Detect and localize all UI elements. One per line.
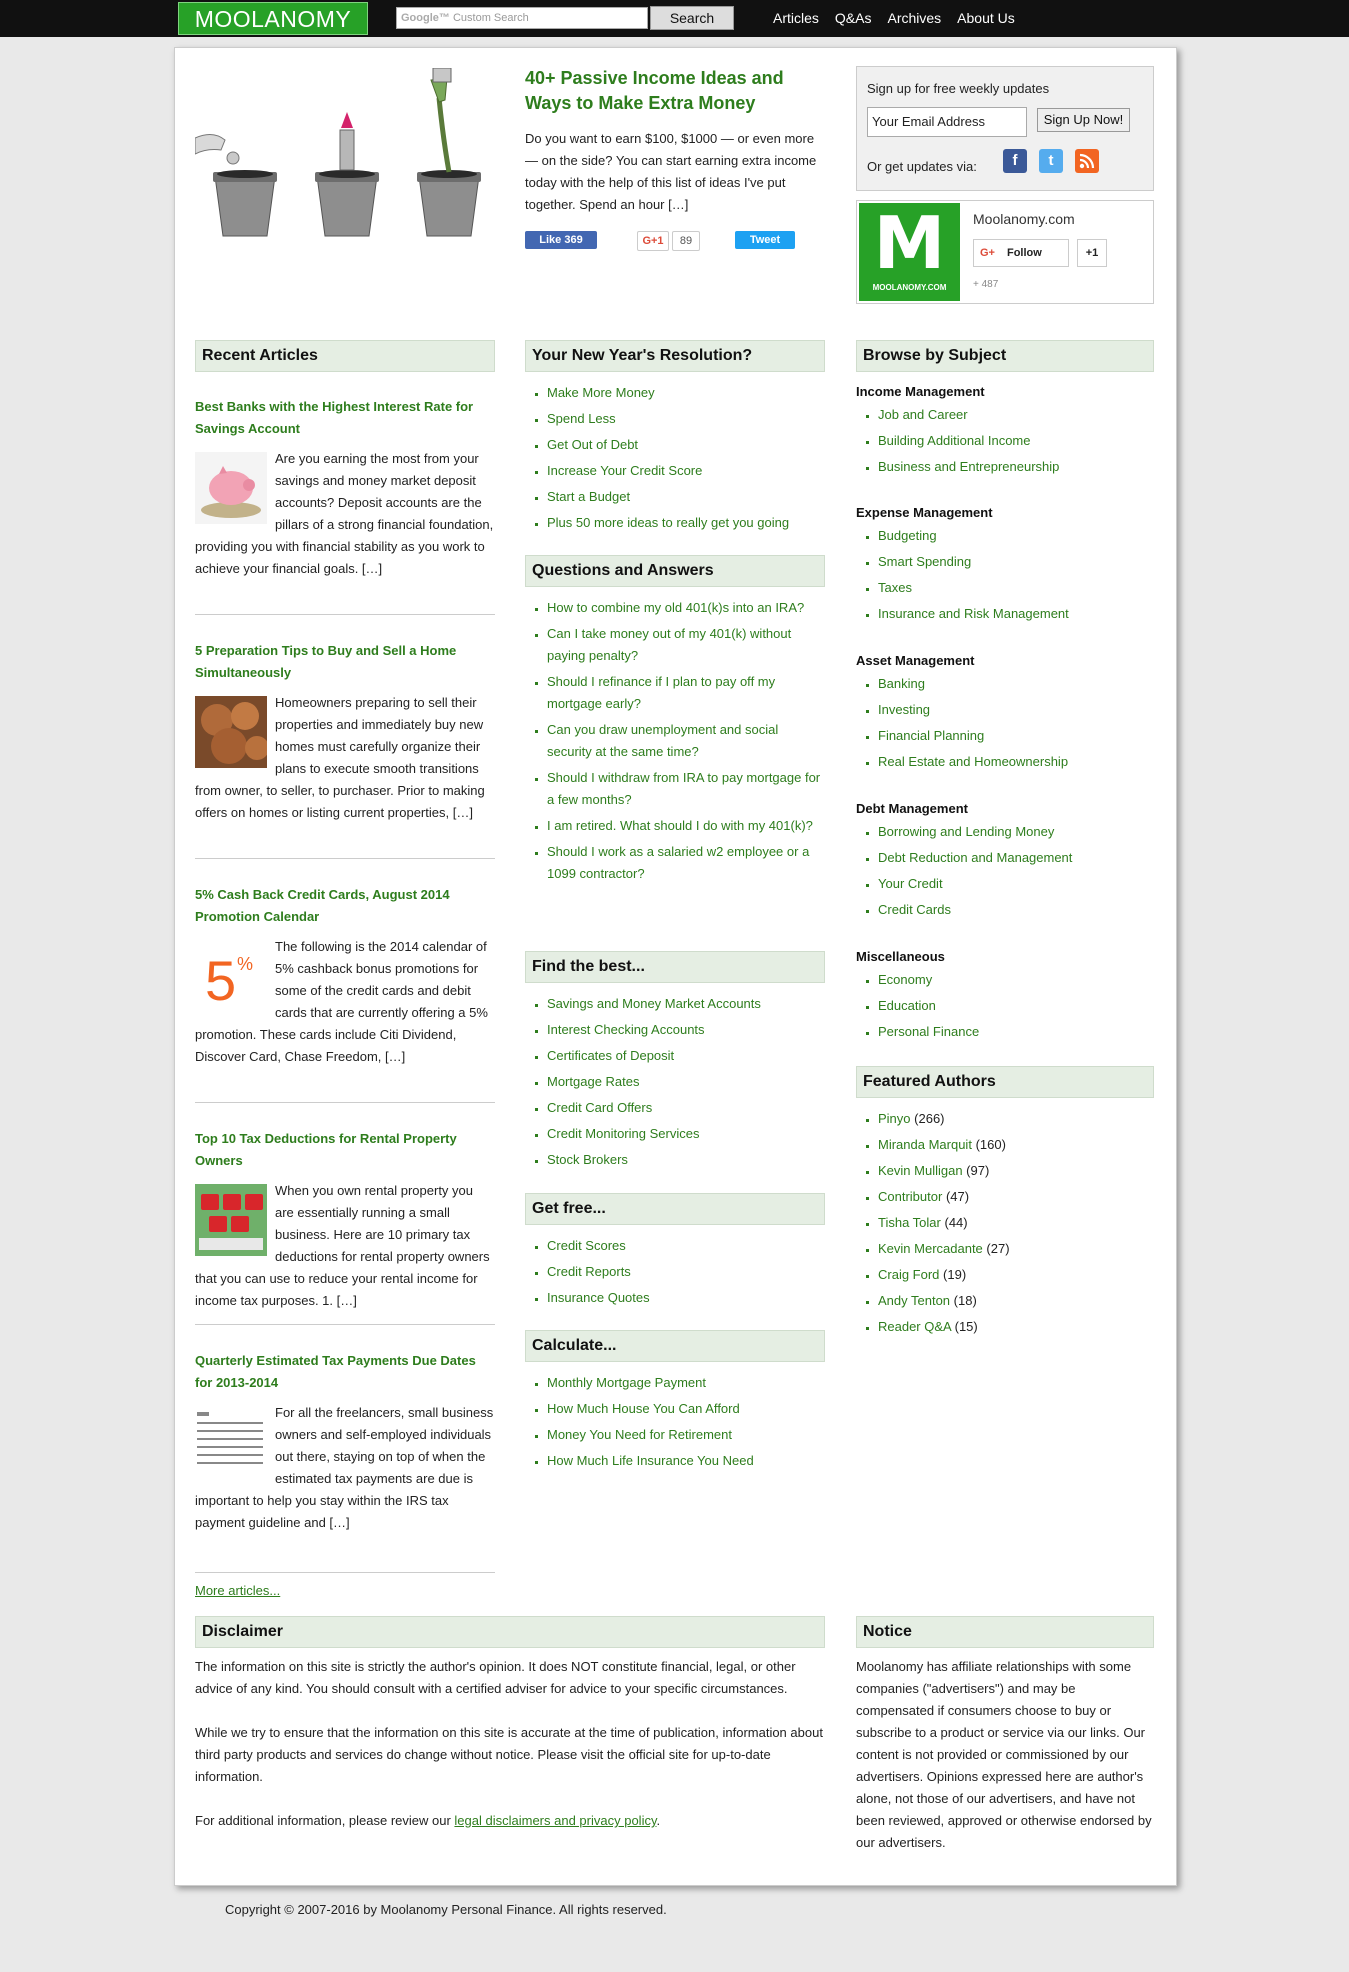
find-best-list xyxy=(525,993,825,1175)
list-item[interactable]: ▪ Get Out of Debt xyxy=(547,434,825,456)
more-articles-link[interactable]: More articles... xyxy=(195,1583,281,1598)
list-item[interactable]: ▪ Reader Q&A (15) xyxy=(878,1316,1154,1338)
list-item[interactable]: ▪ Personal Finance xyxy=(878,1021,1154,1043)
top-nav xyxy=(765,0,1023,37)
list-item[interactable]: ▪ Kevin Mercadante (27) xyxy=(878,1238,1154,1260)
list-item[interactable]: ▪ Kevin Mulligan (97) xyxy=(878,1160,1154,1182)
widget-site-name[interactable]: Moolanomy.com xyxy=(973,211,1075,227)
article-excerpt: For all the freelancers, small business owners and self-employed individuals out there, staying on top of when the estimated tax payments are due is important to help you stay within the IRS tax payment guideline and […] xyxy=(195,1405,494,1530)
article-title[interactable]: 5 Preparation Tips to Buy and Sell a Home Simultaneously xyxy=(195,643,457,680)
list-item[interactable]: ▪ Mortgage Rates xyxy=(547,1071,825,1093)
notice-text: Moolanomy has affiliate relationships with some companies ("advertisers") and may be compensated if consumers choose to buy or subscribe to a product or service via our links. Our content is not provided or commissioned by our advertisers. Opinions expressed here are author's alone, not those of our advertisers, and have not been reviewed, approved or otherwise endorsed by our advertisers. xyxy=(856,1659,1152,1850)
rss-icon[interactable] xyxy=(1075,149,1099,173)
article-item xyxy=(195,640,495,824)
google-plus-widget xyxy=(856,200,1154,304)
list-item[interactable]: ▪ Make More Money xyxy=(547,382,825,404)
list-item[interactable]: ▪ Insurance and Risk Management xyxy=(878,603,1154,625)
pennies-thumbnail[interactable] xyxy=(195,696,267,768)
list-item[interactable]: ▪ Savings and Money Market Accounts xyxy=(547,993,825,1015)
divider xyxy=(195,614,495,615)
subject-list xyxy=(856,821,1154,925)
article-title[interactable]: 5% Cash Back Credit Cards, August 2014 Promotion Calendar xyxy=(195,887,450,924)
subject-group-title: Income Management xyxy=(856,384,985,399)
nav-about-us[interactable]: About Us xyxy=(957,10,1015,26)
calculate-header: Calculate... xyxy=(525,1330,825,1362)
list-item[interactable]: ▪ Smart Spending xyxy=(878,551,1154,573)
resolution-header: Your New Year's Resolution? xyxy=(525,340,825,372)
list-item[interactable]: ▪ Banking xyxy=(878,673,1154,695)
subject-group-title: Debt Management xyxy=(856,801,968,816)
twitter-icon[interactable]: t xyxy=(1039,149,1063,173)
list-item[interactable]: ▪ Money You Need for Retirement xyxy=(547,1424,825,1446)
list-item[interactable]: ▪ Job and Career xyxy=(878,404,1154,426)
nav-articles[interactable]: Articles xyxy=(773,10,819,26)
notice-header: Notice xyxy=(856,1616,1154,1648)
tax-form-thumbnail[interactable] xyxy=(195,1406,267,1478)
list-item[interactable]: ▪ Spend Less xyxy=(547,408,825,430)
list-item[interactable]: ▪ Business and Entrepreneurship xyxy=(878,456,1154,478)
featured-excerpt: Do you want to earn $100, $1000 — or even more — on the side? You can start earning extra income today with the help of this list of ideas I've put together. Spend an hour […] xyxy=(525,131,817,212)
list-item[interactable]: ▪ Miranda Marquit (160) xyxy=(878,1134,1154,1156)
get-free-header: Get free... xyxy=(525,1193,825,1225)
qa-header: Questions and Answers xyxy=(525,555,825,587)
list-item[interactable]: ▪ Plus 50 more ideas to really get you going xyxy=(547,512,825,534)
subject-list xyxy=(856,673,1154,777)
resolution-list xyxy=(525,382,825,538)
email-field[interactable]: Your Email Address xyxy=(867,107,1027,137)
subject-group-title: Expense Management xyxy=(856,505,993,520)
list-item[interactable]: ▪ Economy xyxy=(878,969,1154,991)
moolanomy-badge-logo[interactable]: M MOOLANOMY.COM xyxy=(859,203,960,301)
browse-subject-header: Browse by Subject xyxy=(856,340,1154,372)
list-item[interactable]: ▪ Can I take money out of my 401(k) without paying penalty? xyxy=(547,623,825,667)
list-item[interactable]: ▪ Your Credit xyxy=(878,873,1154,895)
list-item[interactable]: ▪ Contributor (47) xyxy=(878,1186,1154,1208)
google-plus-icon: G+ xyxy=(980,247,995,259)
list-item[interactable]: ▪ Education xyxy=(878,995,1154,1017)
updates-via-label: Or get updates via: xyxy=(867,159,977,174)
article-item xyxy=(195,1128,495,1312)
article-excerpt: Homeowners preparing to sell their properties and immediately buy new homes must carefully organize their plans to execute smooth transitions from owner, to seller, to purchaser. Prior to making offers on homes or listing current properties, […] xyxy=(195,695,485,820)
article-item xyxy=(195,884,495,1068)
list-item[interactable]: ▪ Should I work as a salaried w2 employee or a 1099 contractor? xyxy=(547,841,825,885)
list-item[interactable]: ▪ Stock Brokers xyxy=(547,1149,825,1171)
list-item[interactable]: ▪ Pinyo (266) xyxy=(878,1108,1154,1130)
recent-articles-header: Recent Articles xyxy=(195,340,495,372)
article-item xyxy=(195,1350,495,1534)
legal-disclaimers-link[interactable]: legal disclaimers and privacy policy xyxy=(454,1813,657,1828)
nav-archives[interactable]: Archives xyxy=(887,10,942,26)
subject-list xyxy=(856,969,1154,1047)
search-button[interactable]: Search xyxy=(650,6,734,30)
divider xyxy=(195,858,495,859)
list-item[interactable]: ▪ Credit Monitoring Services xyxy=(547,1123,825,1145)
plus-one-button[interactable]: +1 xyxy=(1077,239,1107,267)
svg-text:%: % xyxy=(237,954,254,974)
tweet-button[interactable]: Tweet xyxy=(735,231,795,249)
article-excerpt: Are you earning the most from your savings and money market deposit accounts? Deposit accounts are the pillars of a strong financial foundation, providing you with financial stability as you work to achieve your financial goals. […] xyxy=(195,451,494,576)
tax-keyboard-thumbnail[interactable] xyxy=(195,1184,267,1256)
featured-authors-header: Featured Authors xyxy=(856,1066,1154,1098)
list-item[interactable]: ▪ Building Additional Income xyxy=(878,430,1154,452)
google-brand: Google™ xyxy=(401,12,450,24)
piggy-bank-thumbnail[interactable] xyxy=(195,452,267,524)
site-logo[interactable]: MOOLANOMY xyxy=(178,2,368,35)
list-item[interactable]: ▪ Craig Ford (19) xyxy=(878,1264,1154,1286)
list-item[interactable]: ▪ Investing xyxy=(878,699,1154,721)
article-title[interactable]: Quarterly Estimated Tax Payments Due Dates for 2013-2014 xyxy=(195,1353,476,1390)
divider xyxy=(195,1572,495,1573)
list-item[interactable]: ▪ Start a Budget xyxy=(547,486,825,508)
list-item[interactable]: ▪ Financial Planning xyxy=(878,725,1154,747)
article-item xyxy=(195,396,495,580)
subject-group-title: Asset Management xyxy=(856,653,975,668)
facebook-icon[interactable]: f xyxy=(1003,149,1027,173)
article-excerpt: The following is the 2014 calendar of 5% cashback bonus promotions for some of the credit cards and debit cards that are currently offering a 5% promotion. These cards include Citi Dividend, Discover Card, Chase Freedom, […] xyxy=(195,939,488,1064)
subject-list xyxy=(856,525,1154,629)
list-item[interactable]: ▪ Monthly Mortgage Payment xyxy=(547,1372,825,1394)
search-input[interactable] xyxy=(396,7,648,29)
authors-list xyxy=(856,1108,1154,1342)
list-item[interactable]: ▪ How to combine my old 401(k)s into an IRA? xyxy=(547,597,825,619)
list-item[interactable]: ▪ Should I withdraw from IRA to pay mortgage for a few months? xyxy=(547,767,825,811)
list-item[interactable]: ▪ Certificates of Deposit xyxy=(547,1045,825,1067)
google-plus-button[interactable]: G+1 xyxy=(637,231,669,251)
list-item[interactable]: ▪ Can you draw unemployment and social security at the same time? xyxy=(547,719,825,763)
signup-box xyxy=(856,66,1154,191)
article-excerpt: When you own rental property you are essentially running a small business. Here are 10 primary tax deductions for rental property owners that you can use to reduce your rental income for income tax purposes. 1. […] xyxy=(195,1183,490,1308)
article-title[interactable]: Best Banks with the Highest Interest Rate for Savings Account xyxy=(195,399,474,436)
follow-button[interactable]: G+ Follow xyxy=(973,239,1069,267)
calculate-list xyxy=(525,1372,825,1476)
facebook-like-button[interactable]: Like 369 xyxy=(525,231,597,249)
search-placeholder: Custom Search xyxy=(452,12,529,24)
list-item[interactable]: ▪ Credit Scores xyxy=(547,1235,825,1257)
list-item[interactable]: ▪ Should I refinance if I plan to pay off my mortgage early? xyxy=(547,671,825,715)
list-item[interactable]: ▪ Interest Checking Accounts xyxy=(547,1019,825,1041)
divider xyxy=(195,1102,495,1103)
list-item[interactable]: ▪ Increase Your Credit Score xyxy=(547,460,825,482)
list-item[interactable]: ▪ Taxes xyxy=(878,577,1154,599)
list-item[interactable]: ▪ How Much Life Insurance You Need xyxy=(547,1450,825,1472)
list-item[interactable]: ▪ Credit Reports xyxy=(547,1261,825,1283)
list-item[interactable]: ▪ Credit Card Offers xyxy=(547,1097,825,1119)
disclaimer-header: Disclaimer xyxy=(195,1616,825,1648)
signup-title: Sign up for free weekly updates xyxy=(867,81,1050,96)
featured-image[interactable] xyxy=(195,68,495,268)
list-item[interactable]: ▪ Debt Reduction and Management xyxy=(878,847,1154,869)
follower-count: + 487 xyxy=(973,279,999,290)
list-item[interactable]: ▪ Budgeting xyxy=(878,525,1154,547)
copyright: Copyright © 2007-2016 by Moolanomy Personal Finance. All rights reserved. xyxy=(225,1902,667,1917)
google-plus-count: 89 xyxy=(672,231,700,251)
list-item[interactable]: ▪ Borrowing and Lending Money xyxy=(878,821,1154,843)
signup-button[interactable]: Sign Up Now! xyxy=(1037,108,1130,132)
list-item[interactable]: ▪ Credit Cards xyxy=(878,899,1154,921)
find-best-header: Find the best... xyxy=(525,951,825,983)
subject-list xyxy=(856,404,1154,482)
nav-qas[interactable]: Q&As xyxy=(834,10,872,26)
list-item[interactable]: ▪ Tisha Tolar (44) xyxy=(878,1212,1154,1234)
list-item[interactable]: ▪ Real Estate and Homeownership xyxy=(878,751,1154,773)
list-item[interactable]: ▪ Insurance Quotes xyxy=(547,1287,825,1309)
subject-group-title: Miscellaneous xyxy=(856,949,945,964)
top-bar xyxy=(0,0,1349,37)
divider xyxy=(195,1324,495,1325)
article-title[interactable]: Top 10 Tax Deductions for Rental Property Owners xyxy=(195,1131,457,1168)
qa-list xyxy=(525,597,825,889)
main-panel xyxy=(174,47,1177,1886)
list-item[interactable]: ▪ I am retired. What should I do with my 401(k)? xyxy=(547,815,825,837)
svg-text:5: 5 xyxy=(205,949,237,1012)
list-item[interactable]: ▪ Andy Tenton (18) xyxy=(878,1290,1154,1312)
disclaimer-text: The information on this site is strictly the author's opinion. It does NOT constitute financial, legal, or other advice of any kind. You should consult with a certified adviser for advice to your specific circumstances. While we try to ensure that the information on this site is accurate at the time of publication, information about third party products and services do change without notice. Please visit the official site for up-to-date information. For additional information, please review our legal disclaimers and privacy policy. xyxy=(195,1659,823,1828)
five-percent-thumbnail[interactable] xyxy=(195,940,267,1012)
featured-title[interactable]: 40+ Passive Income Ideas and Ways to Make Extra Money xyxy=(525,68,784,113)
get-free-list xyxy=(525,1235,825,1313)
list-item[interactable]: ▪ How Much House You Can Afford xyxy=(547,1398,825,1420)
